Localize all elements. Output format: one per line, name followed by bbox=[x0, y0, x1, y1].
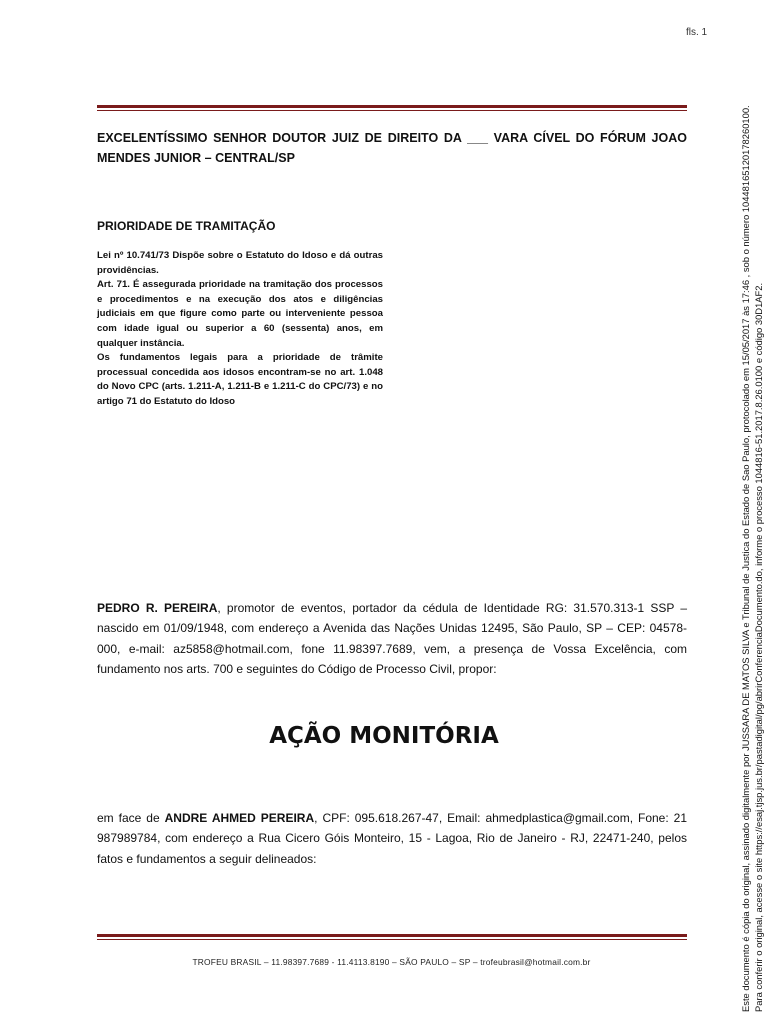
priority-article-line: Art. 71. É assegurada prioridade na tramitação dos processos e procedimentos e na execução dos atos e diligências judiciais em que figure como parte ou interveniente pessoa com idade igual ou superior a 60 (sessenta) anos, em qualquer instância. bbox=[97, 279, 383, 349]
defendant-prefix: em face de bbox=[97, 811, 165, 825]
signature-note-line-2: Para conferir o original, acesse o site https://esaj.tjsp.jus.br/pastadigital/pg/abrirConferenciaDocumento.do, informe o processo 1044816-51.2017.8.26.0100 e código 30D1AF2. bbox=[753, 282, 764, 1012]
priority-title: PRIORIDADE DE TRAMITAÇÃO bbox=[97, 219, 276, 233]
action-title: AÇÃO MONITÓRIA bbox=[269, 723, 499, 749]
priority-text-block bbox=[97, 249, 383, 410]
signature-note-line-1: Este documento é cópia do original, assinado digitalmente por JUSSARA DE MATOS SILVA e Tribunal de Justica do Estado de Sao Paulo, protocolado em 15/05/2017 às 17:46 , sob o número 10448165120178260100. bbox=[740, 105, 751, 1012]
plaintiff-name: PEDRO R. PEREIRA bbox=[97, 601, 218, 615]
plaintiff-details: , promotor de eventos, portador da cédula de Identidade RG: 31.570.313-1 SSP – nascido em 01/09/1948, com endereço a Avenida das Nações Unidas 12495, São Paulo, SP – CEP: 04578-000, e-mail: az5858@hotmail.com, fone 11.98397.7689, vem, a presença de Vossa Excelência, com fundamento nos arts. 700 e seguintes do Código de Processo Civil, propor: bbox=[97, 601, 688, 676]
priority-law-line: Lei nº 10.741/73 Dispõe sobre o Estatuto do Idoso e dá outras providências. bbox=[97, 250, 383, 276]
addressee-heading: EXCELENTÍSSIMO SENHOR DOUTOR JUIZ DE DIREITO DA ___ VARA CÍVEL DO FÓRUM JOAO MENDES JUNIOR – CENTRAL/SP bbox=[97, 131, 687, 165]
priority-basis-line: Os fundamentos legais para a prioridade de trâmite processual concedida aos idosos encontram-se no art. 1.048 do Novo CPC (arts. 1.211-A, 1.211-B e 1.211-C do CPC/73) e no artigo 71 do Estatuto do Idoso bbox=[97, 352, 383, 407]
defendant-details: , CPF: 095.618.267-47, Email: ahmedplastica@gmail.com, Fone: 21 987989784, com endereço a Rua Cicero Góis Monteiro, 15 - Lagoa, Rio de Janeiro - RJ, 22471-240, pelos fatos e fundamentos a seguir delineados: bbox=[97, 811, 688, 866]
page-marker: fls. 1 bbox=[686, 27, 708, 38]
defendant-name: ANDRE AHMED PEREIRA bbox=[164, 811, 315, 825]
plaintiff-paragraph bbox=[97, 598, 687, 679]
footer-contact: TROFEU BRASIL – 11.98397.7689 - 11.4113.8190 – SÃO PAULO – SP – trofeubrasil@hotmail.com.br bbox=[192, 957, 591, 967]
footer-rule bbox=[97, 934, 687, 940]
header-rule bbox=[97, 105, 687, 111]
digital-signature-note bbox=[739, 4, 765, 1012]
defendant-paragraph bbox=[97, 808, 687, 869]
